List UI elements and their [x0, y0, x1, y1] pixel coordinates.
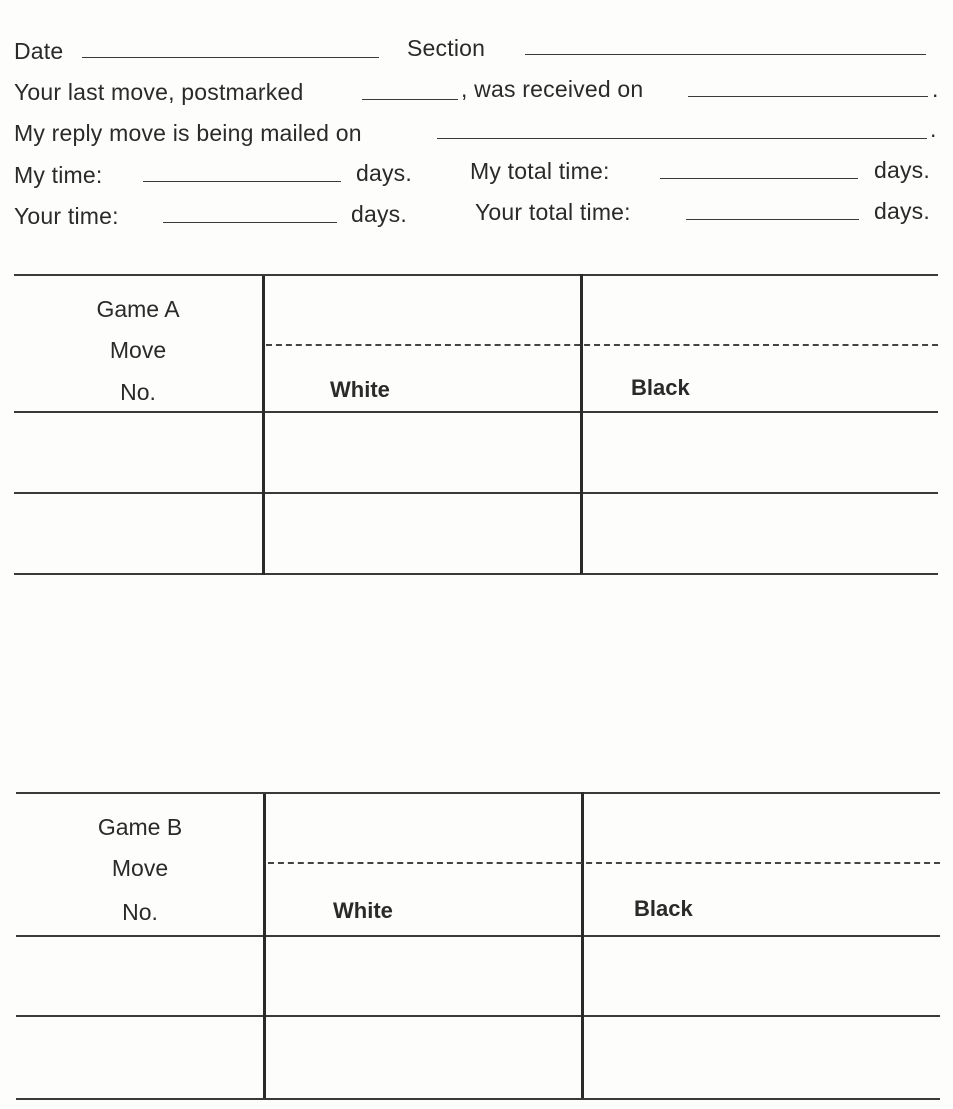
- move-number-cell[interactable]: [18, 937, 261, 1013]
- days-label: days.: [874, 157, 930, 183]
- white-column-header: White: [330, 377, 390, 402]
- last-move-label: Your last move, postmarked: [14, 79, 304, 105]
- received-label: , was received on: [461, 76, 644, 102]
- period: .: [930, 116, 937, 142]
- days-label: days.: [874, 198, 930, 224]
- move-label: Move: [111, 855, 169, 881]
- section-field[interactable]: [525, 54, 926, 55]
- move-number-cell[interactable]: [18, 1017, 261, 1096]
- table-rule: [14, 573, 938, 575]
- black-move-cell[interactable]: [586, 1017, 938, 1096]
- my-total-label: My total time:: [470, 158, 610, 184]
- number-label: No.: [122, 899, 158, 925]
- black-move-cell[interactable]: [586, 937, 938, 1013]
- days-label: days.: [356, 160, 412, 186]
- dashed-divider: [266, 344, 938, 346]
- column-divider: [262, 276, 265, 575]
- postmarked-field[interactable]: [362, 99, 458, 100]
- days-label: days.: [351, 201, 407, 227]
- column-divider: [263, 794, 266, 1098]
- my-total-field[interactable]: [660, 178, 858, 179]
- table-rule: [16, 792, 940, 794]
- black-column-header: Black: [634, 896, 693, 921]
- move-number-cell[interactable]: [16, 494, 260, 572]
- dashed-divider: [268, 862, 940, 864]
- black-move-cell[interactable]: [585, 413, 937, 491]
- reply-field[interactable]: [437, 138, 927, 139]
- date-field[interactable]: [82, 57, 379, 58]
- your-time-field[interactable]: [163, 222, 337, 223]
- black-move-cell[interactable]: [585, 494, 937, 572]
- game-title: Game B: [97, 814, 183, 840]
- date-label: Date: [14, 38, 64, 64]
- white-move-cell[interactable]: [268, 1017, 579, 1096]
- period: .: [932, 76, 939, 102]
- white-move-cell[interactable]: [267, 494, 578, 572]
- my-time-label: My time:: [14, 162, 103, 188]
- white-move-cell[interactable]: [267, 413, 578, 491]
- your-total-label: Your total time:: [475, 199, 631, 225]
- table-rule: [16, 1098, 940, 1100]
- your-total-field[interactable]: [686, 219, 859, 220]
- section-label: Section: [407, 35, 486, 61]
- white-move-cell[interactable]: [268, 937, 579, 1013]
- column-divider: [581, 792, 584, 1098]
- my-time-field[interactable]: [143, 181, 341, 182]
- column-divider: [580, 274, 583, 574]
- game-title: Game A: [96, 296, 180, 322]
- number-label: No.: [120, 379, 156, 405]
- table-rule: [14, 274, 938, 276]
- your-time-label: Your time:: [14, 203, 119, 229]
- move-number-cell[interactable]: [16, 413, 260, 491]
- reply-label: My reply move is being mailed on: [14, 120, 362, 146]
- move-label: Move: [109, 337, 167, 363]
- black-column-header: Black: [631, 375, 690, 400]
- white-column-header: White: [333, 898, 393, 923]
- received-field[interactable]: [688, 96, 928, 97]
